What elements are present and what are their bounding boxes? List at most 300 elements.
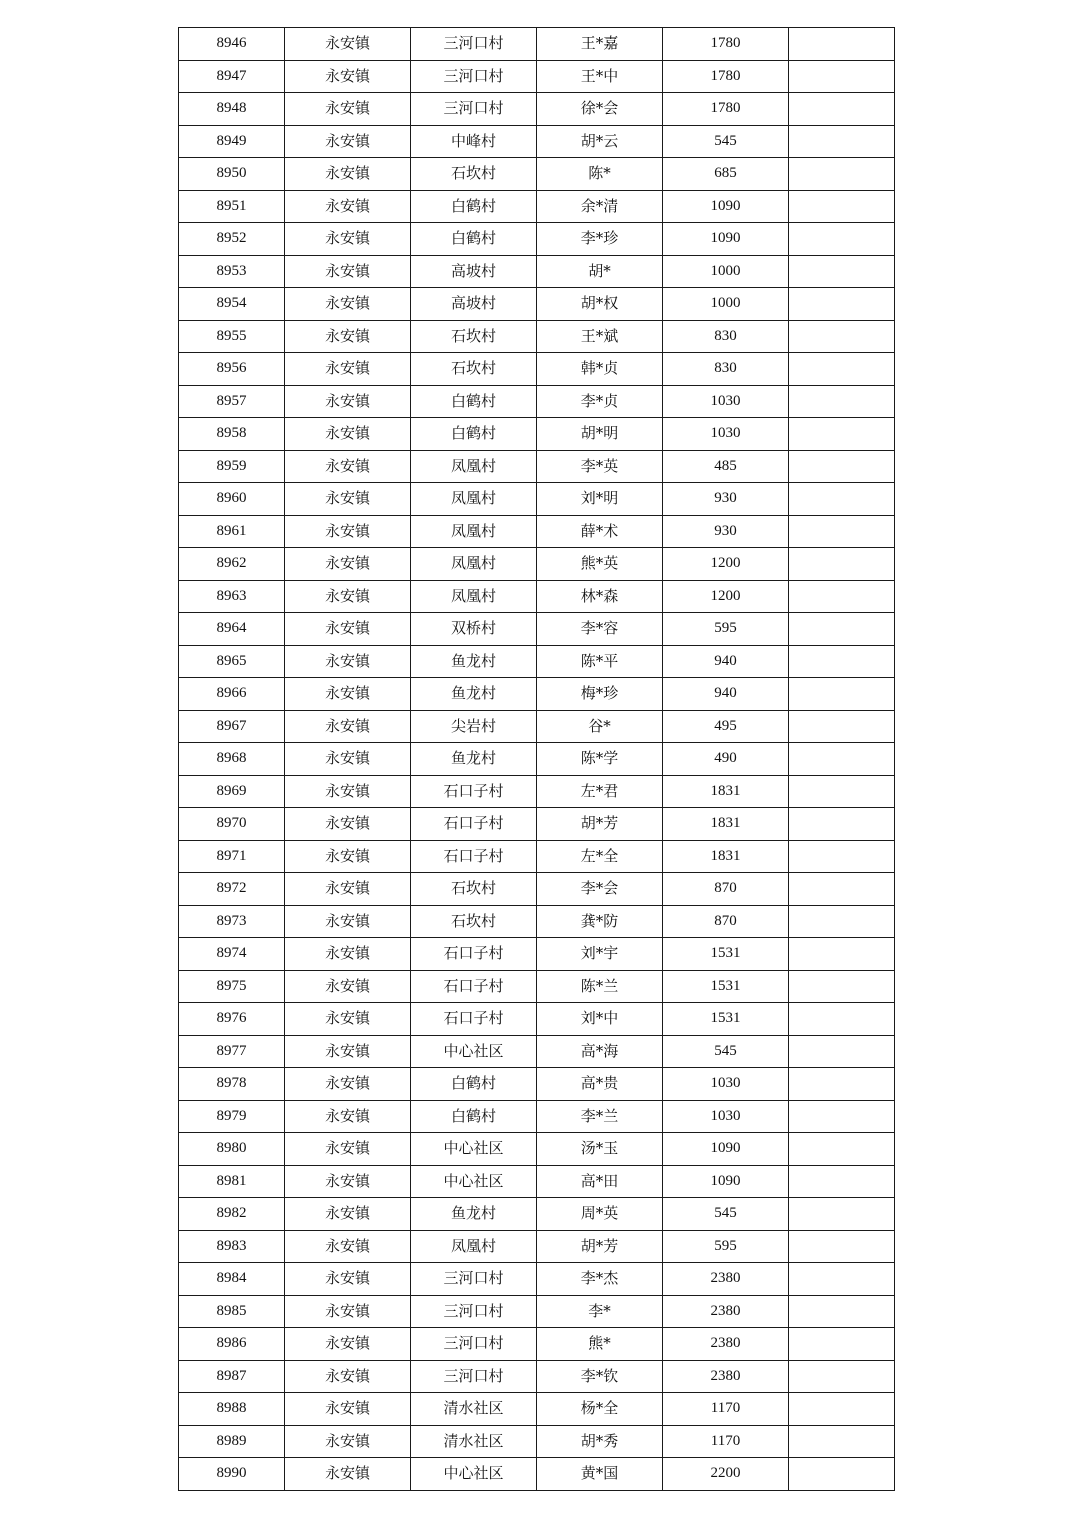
table-row bbox=[179, 1458, 895, 1491]
note-cell bbox=[789, 938, 895, 971]
note-cell bbox=[789, 1133, 895, 1166]
note-cell bbox=[789, 548, 895, 581]
town-cell: 永安镇 bbox=[285, 515, 411, 548]
table-row bbox=[179, 1198, 895, 1231]
village-cell: 三河口村 bbox=[411, 1263, 537, 1296]
table-row bbox=[179, 938, 895, 971]
amount-cell: 2380 bbox=[663, 1328, 789, 1361]
amount-cell: 1831 bbox=[663, 840, 789, 873]
table-row bbox=[179, 873, 895, 906]
row-number-cell: 8962 bbox=[179, 548, 285, 581]
village-cell: 石坎村 bbox=[411, 353, 537, 386]
note-cell bbox=[789, 483, 895, 516]
town-cell: 永安镇 bbox=[285, 1393, 411, 1426]
amount-cell: 1170 bbox=[663, 1425, 789, 1458]
table-row bbox=[179, 580, 895, 613]
table-row bbox=[179, 1100, 895, 1133]
note-cell bbox=[789, 743, 895, 776]
amount-cell: 1200 bbox=[663, 548, 789, 581]
amount-cell: 485 bbox=[663, 450, 789, 483]
note-cell bbox=[789, 1393, 895, 1426]
note-cell bbox=[789, 288, 895, 321]
note-cell bbox=[789, 515, 895, 548]
name-cell: 熊* bbox=[537, 1328, 663, 1361]
name-cell: 李*英 bbox=[537, 450, 663, 483]
village-cell: 尖岩村 bbox=[411, 710, 537, 743]
name-cell: 李*会 bbox=[537, 873, 663, 906]
amount-cell: 2380 bbox=[663, 1360, 789, 1393]
village-cell: 石口子村 bbox=[411, 938, 537, 971]
village-cell: 凤凰村 bbox=[411, 1230, 537, 1263]
name-cell: 高*海 bbox=[537, 1035, 663, 1068]
amount-cell: 1780 bbox=[663, 60, 789, 93]
name-cell: 左*全 bbox=[537, 840, 663, 873]
amount-cell: 1090 bbox=[663, 223, 789, 256]
town-cell: 永安镇 bbox=[285, 223, 411, 256]
row-number-cell: 8968 bbox=[179, 743, 285, 776]
row-number-cell: 8954 bbox=[179, 288, 285, 321]
town-cell: 永安镇 bbox=[285, 1068, 411, 1101]
town-cell: 永安镇 bbox=[285, 418, 411, 451]
row-number-cell: 8974 bbox=[179, 938, 285, 971]
name-cell: 李*钦 bbox=[537, 1360, 663, 1393]
village-cell: 凤凰村 bbox=[411, 548, 537, 581]
amount-cell: 2380 bbox=[663, 1263, 789, 1296]
row-number-cell: 8978 bbox=[179, 1068, 285, 1101]
table-row bbox=[179, 320, 895, 353]
amount-cell: 1090 bbox=[663, 1133, 789, 1166]
village-cell: 双桥村 bbox=[411, 613, 537, 646]
amount-cell: 1030 bbox=[663, 418, 789, 451]
table-row bbox=[179, 385, 895, 418]
note-cell bbox=[789, 418, 895, 451]
town-cell: 永安镇 bbox=[285, 970, 411, 1003]
name-cell: 黄*国 bbox=[537, 1458, 663, 1491]
amount-cell: 1000 bbox=[663, 255, 789, 288]
town-cell: 永安镇 bbox=[285, 710, 411, 743]
note-cell bbox=[789, 613, 895, 646]
name-cell: 陈*学 bbox=[537, 743, 663, 776]
row-number-cell: 8982 bbox=[179, 1198, 285, 1231]
row-number-cell: 8977 bbox=[179, 1035, 285, 1068]
village-cell: 石坎村 bbox=[411, 158, 537, 191]
note-cell bbox=[789, 353, 895, 386]
name-cell: 胡*芳 bbox=[537, 808, 663, 841]
row-number-cell: 8957 bbox=[179, 385, 285, 418]
town-cell: 永安镇 bbox=[285, 548, 411, 581]
table-row bbox=[179, 1263, 895, 1296]
village-cell: 高坡村 bbox=[411, 288, 537, 321]
amount-cell: 1780 bbox=[663, 93, 789, 126]
table-row bbox=[179, 1133, 895, 1166]
village-cell: 石坎村 bbox=[411, 320, 537, 353]
name-cell: 刘*明 bbox=[537, 483, 663, 516]
row-number-cell: 8952 bbox=[179, 223, 285, 256]
name-cell: 徐*会 bbox=[537, 93, 663, 126]
name-cell: 王*斌 bbox=[537, 320, 663, 353]
note-cell bbox=[789, 1458, 895, 1491]
note-cell bbox=[789, 1035, 895, 1068]
town-cell: 永安镇 bbox=[285, 1263, 411, 1296]
village-cell: 中峰村 bbox=[411, 125, 537, 158]
amount-cell: 870 bbox=[663, 905, 789, 938]
note-cell bbox=[789, 1198, 895, 1231]
note-cell bbox=[789, 190, 895, 223]
note-cell bbox=[789, 125, 895, 158]
table-row bbox=[179, 905, 895, 938]
table-row bbox=[179, 515, 895, 548]
town-cell: 永安镇 bbox=[285, 1425, 411, 1458]
town-cell: 永安镇 bbox=[285, 450, 411, 483]
note-cell bbox=[789, 1165, 895, 1198]
village-cell: 石口子村 bbox=[411, 1003, 537, 1036]
row-number-cell: 8969 bbox=[179, 775, 285, 808]
row-number-cell: 8979 bbox=[179, 1100, 285, 1133]
note-cell bbox=[789, 320, 895, 353]
name-cell: 杨*全 bbox=[537, 1393, 663, 1426]
town-cell: 永安镇 bbox=[285, 613, 411, 646]
note-cell bbox=[789, 873, 895, 906]
row-number-cell: 8965 bbox=[179, 645, 285, 678]
note-cell bbox=[789, 1295, 895, 1328]
amount-cell: 490 bbox=[663, 743, 789, 776]
note-cell bbox=[789, 60, 895, 93]
row-number-cell: 8984 bbox=[179, 1263, 285, 1296]
table-row bbox=[179, 483, 895, 516]
table-row bbox=[179, 1425, 895, 1458]
note-cell bbox=[789, 385, 895, 418]
town-cell: 永安镇 bbox=[285, 125, 411, 158]
note-cell bbox=[789, 1263, 895, 1296]
note-cell bbox=[789, 775, 895, 808]
town-cell: 永安镇 bbox=[285, 775, 411, 808]
name-cell: 薛*术 bbox=[537, 515, 663, 548]
note-cell bbox=[789, 255, 895, 288]
amount-cell: 1090 bbox=[663, 1165, 789, 1198]
table-row bbox=[179, 775, 895, 808]
village-cell: 石口子村 bbox=[411, 840, 537, 873]
table-row bbox=[179, 255, 895, 288]
name-cell: 李*珍 bbox=[537, 223, 663, 256]
amount-cell: 685 bbox=[663, 158, 789, 191]
table-row bbox=[179, 60, 895, 93]
village-cell: 三河口村 bbox=[411, 60, 537, 93]
row-number-cell: 8947 bbox=[179, 60, 285, 93]
town-cell: 永安镇 bbox=[285, 158, 411, 191]
village-cell: 凤凰村 bbox=[411, 450, 537, 483]
row-number-cell: 8966 bbox=[179, 678, 285, 711]
town-cell: 永安镇 bbox=[285, 255, 411, 288]
table-row bbox=[179, 1035, 895, 1068]
town-cell: 永安镇 bbox=[285, 320, 411, 353]
amount-cell: 1531 bbox=[663, 938, 789, 971]
village-cell: 石口子村 bbox=[411, 808, 537, 841]
village-cell: 鱼龙村 bbox=[411, 1198, 537, 1231]
amount-cell: 1170 bbox=[663, 1393, 789, 1426]
amount-cell: 1200 bbox=[663, 580, 789, 613]
name-cell: 汤*玉 bbox=[537, 1133, 663, 1166]
name-cell: 李*容 bbox=[537, 613, 663, 646]
note-cell bbox=[789, 450, 895, 483]
table-row bbox=[179, 1068, 895, 1101]
town-cell: 永安镇 bbox=[285, 60, 411, 93]
row-number-cell: 8987 bbox=[179, 1360, 285, 1393]
name-cell: 胡*云 bbox=[537, 125, 663, 158]
town-cell: 永安镇 bbox=[285, 93, 411, 126]
row-number-cell: 8959 bbox=[179, 450, 285, 483]
row-number-cell: 8960 bbox=[179, 483, 285, 516]
note-cell bbox=[789, 580, 895, 613]
row-number-cell: 8955 bbox=[179, 320, 285, 353]
town-cell: 永安镇 bbox=[285, 1295, 411, 1328]
table-row bbox=[179, 190, 895, 223]
town-cell: 永安镇 bbox=[285, 353, 411, 386]
village-cell: 石口子村 bbox=[411, 970, 537, 1003]
row-number-cell: 8967 bbox=[179, 710, 285, 743]
note-cell bbox=[789, 158, 895, 191]
amount-cell: 1030 bbox=[663, 385, 789, 418]
roster-table bbox=[178, 27, 895, 1491]
town-cell: 永安镇 bbox=[285, 743, 411, 776]
town-cell: 永安镇 bbox=[285, 1360, 411, 1393]
village-cell: 鱼龙村 bbox=[411, 678, 537, 711]
amount-cell: 545 bbox=[663, 125, 789, 158]
table-row bbox=[179, 1393, 895, 1426]
row-number-cell: 8948 bbox=[179, 93, 285, 126]
name-cell: 李* bbox=[537, 1295, 663, 1328]
town-cell: 永安镇 bbox=[285, 905, 411, 938]
amount-cell: 940 bbox=[663, 678, 789, 711]
name-cell: 胡*芳 bbox=[537, 1230, 663, 1263]
table-row bbox=[179, 970, 895, 1003]
row-number-cell: 8953 bbox=[179, 255, 285, 288]
table-row bbox=[179, 1165, 895, 1198]
table-row bbox=[179, 548, 895, 581]
row-number-cell: 8958 bbox=[179, 418, 285, 451]
town-cell: 永安镇 bbox=[285, 1328, 411, 1361]
amount-cell: 930 bbox=[663, 483, 789, 516]
town-cell: 永安镇 bbox=[285, 28, 411, 61]
village-cell: 鱼龙村 bbox=[411, 743, 537, 776]
town-cell: 永安镇 bbox=[285, 645, 411, 678]
note-cell bbox=[789, 223, 895, 256]
name-cell: 李*兰 bbox=[537, 1100, 663, 1133]
name-cell: 余*清 bbox=[537, 190, 663, 223]
amount-cell: 1030 bbox=[663, 1100, 789, 1133]
note-cell bbox=[789, 1425, 895, 1458]
village-cell: 凤凰村 bbox=[411, 580, 537, 613]
amount-cell: 940 bbox=[663, 645, 789, 678]
village-cell: 中心社区 bbox=[411, 1458, 537, 1491]
amount-cell: 1531 bbox=[663, 970, 789, 1003]
table-row bbox=[179, 710, 895, 743]
note-cell bbox=[789, 905, 895, 938]
name-cell: 李*杰 bbox=[537, 1263, 663, 1296]
note-cell bbox=[789, 710, 895, 743]
row-number-cell: 8951 bbox=[179, 190, 285, 223]
roster-table-body bbox=[179, 28, 895, 1491]
note-cell bbox=[789, 808, 895, 841]
amount-cell: 1831 bbox=[663, 808, 789, 841]
village-cell: 石坎村 bbox=[411, 905, 537, 938]
village-cell: 清水社区 bbox=[411, 1425, 537, 1458]
note-cell bbox=[789, 1230, 895, 1263]
village-cell: 白鹤村 bbox=[411, 190, 537, 223]
name-cell: 高*田 bbox=[537, 1165, 663, 1198]
row-number-cell: 8981 bbox=[179, 1165, 285, 1198]
table-row bbox=[179, 840, 895, 873]
row-number-cell: 8956 bbox=[179, 353, 285, 386]
village-cell: 白鹤村 bbox=[411, 223, 537, 256]
town-cell: 永安镇 bbox=[285, 385, 411, 418]
amount-cell: 595 bbox=[663, 1230, 789, 1263]
village-cell: 中心社区 bbox=[411, 1133, 537, 1166]
amount-cell: 1030 bbox=[663, 1068, 789, 1101]
amount-cell: 1531 bbox=[663, 1003, 789, 1036]
note-cell bbox=[789, 1328, 895, 1361]
row-number-cell: 8988 bbox=[179, 1393, 285, 1426]
town-cell: 永安镇 bbox=[285, 873, 411, 906]
row-number-cell: 8970 bbox=[179, 808, 285, 841]
row-number-cell: 8949 bbox=[179, 125, 285, 158]
row-number-cell: 8946 bbox=[179, 28, 285, 61]
table-row bbox=[179, 288, 895, 321]
town-cell: 永安镇 bbox=[285, 1100, 411, 1133]
town-cell: 永安镇 bbox=[285, 1003, 411, 1036]
town-cell: 永安镇 bbox=[285, 1035, 411, 1068]
table-row bbox=[179, 125, 895, 158]
town-cell: 永安镇 bbox=[285, 288, 411, 321]
row-number-cell: 8963 bbox=[179, 580, 285, 613]
table-row bbox=[179, 1360, 895, 1393]
table-row bbox=[179, 613, 895, 646]
name-cell: 胡*权 bbox=[537, 288, 663, 321]
name-cell: 陈* bbox=[537, 158, 663, 191]
town-cell: 永安镇 bbox=[285, 938, 411, 971]
table-row bbox=[179, 678, 895, 711]
row-number-cell: 8973 bbox=[179, 905, 285, 938]
name-cell: 谷* bbox=[537, 710, 663, 743]
table-row bbox=[179, 743, 895, 776]
village-cell: 白鹤村 bbox=[411, 1068, 537, 1101]
name-cell: 刘*中 bbox=[537, 1003, 663, 1036]
village-cell: 三河口村 bbox=[411, 28, 537, 61]
note-cell bbox=[789, 970, 895, 1003]
amount-cell: 930 bbox=[663, 515, 789, 548]
name-cell: 胡*明 bbox=[537, 418, 663, 451]
name-cell: 胡* bbox=[537, 255, 663, 288]
table-row bbox=[179, 353, 895, 386]
note-cell bbox=[789, 1100, 895, 1133]
village-cell: 石口子村 bbox=[411, 775, 537, 808]
amount-cell: 545 bbox=[663, 1035, 789, 1068]
town-cell: 永安镇 bbox=[285, 1165, 411, 1198]
row-number-cell: 8989 bbox=[179, 1425, 285, 1458]
table-row bbox=[179, 1295, 895, 1328]
village-cell: 石坎村 bbox=[411, 873, 537, 906]
amount-cell: 595 bbox=[663, 613, 789, 646]
row-number-cell: 8964 bbox=[179, 613, 285, 646]
row-number-cell: 8950 bbox=[179, 158, 285, 191]
name-cell: 王*中 bbox=[537, 60, 663, 93]
table-row bbox=[179, 1003, 895, 1036]
row-number-cell: 8980 bbox=[179, 1133, 285, 1166]
row-number-cell: 8983 bbox=[179, 1230, 285, 1263]
name-cell: 陈*平 bbox=[537, 645, 663, 678]
village-cell: 白鹤村 bbox=[411, 418, 537, 451]
name-cell: 王*嘉 bbox=[537, 28, 663, 61]
name-cell: 胡*秀 bbox=[537, 1425, 663, 1458]
amount-cell: 1780 bbox=[663, 28, 789, 61]
village-cell: 中心社区 bbox=[411, 1165, 537, 1198]
town-cell: 永安镇 bbox=[285, 1198, 411, 1231]
row-number-cell: 8986 bbox=[179, 1328, 285, 1361]
note-cell bbox=[789, 645, 895, 678]
amount-cell: 495 bbox=[663, 710, 789, 743]
town-cell: 永安镇 bbox=[285, 580, 411, 613]
village-cell: 凤凰村 bbox=[411, 483, 537, 516]
name-cell: 韩*贞 bbox=[537, 353, 663, 386]
row-number-cell: 8961 bbox=[179, 515, 285, 548]
amount-cell: 1090 bbox=[663, 190, 789, 223]
table-row bbox=[179, 93, 895, 126]
note-cell bbox=[789, 93, 895, 126]
amount-cell: 545 bbox=[663, 1198, 789, 1231]
village-cell: 三河口村 bbox=[411, 1295, 537, 1328]
table-row bbox=[179, 1328, 895, 1361]
note-cell bbox=[789, 1068, 895, 1101]
town-cell: 永安镇 bbox=[285, 1133, 411, 1166]
village-cell: 白鹤村 bbox=[411, 1100, 537, 1133]
row-number-cell: 8985 bbox=[179, 1295, 285, 1328]
note-cell bbox=[789, 840, 895, 873]
name-cell: 刘*宇 bbox=[537, 938, 663, 971]
village-cell: 清水社区 bbox=[411, 1393, 537, 1426]
name-cell: 梅*珍 bbox=[537, 678, 663, 711]
name-cell: 龚*防 bbox=[537, 905, 663, 938]
amount-cell: 830 bbox=[663, 353, 789, 386]
table-row bbox=[179, 28, 895, 61]
name-cell: 陈*兰 bbox=[537, 970, 663, 1003]
town-cell: 永安镇 bbox=[285, 808, 411, 841]
table-row bbox=[179, 223, 895, 256]
row-number-cell: 8990 bbox=[179, 1458, 285, 1491]
note-cell bbox=[789, 678, 895, 711]
note-cell bbox=[789, 28, 895, 61]
town-cell: 永安镇 bbox=[285, 678, 411, 711]
village-cell: 三河口村 bbox=[411, 1328, 537, 1361]
town-cell: 永安镇 bbox=[285, 1458, 411, 1491]
town-cell: 永安镇 bbox=[285, 190, 411, 223]
table-row bbox=[179, 645, 895, 678]
row-number-cell: 8976 bbox=[179, 1003, 285, 1036]
village-cell: 三河口村 bbox=[411, 1360, 537, 1393]
amount-cell: 1000 bbox=[663, 288, 789, 321]
note-cell bbox=[789, 1003, 895, 1036]
row-number-cell: 8972 bbox=[179, 873, 285, 906]
name-cell: 李*贞 bbox=[537, 385, 663, 418]
table-row bbox=[179, 158, 895, 191]
amount-cell: 2380 bbox=[663, 1295, 789, 1328]
village-cell: 三河口村 bbox=[411, 93, 537, 126]
amount-cell: 2200 bbox=[663, 1458, 789, 1491]
amount-cell: 870 bbox=[663, 873, 789, 906]
village-cell: 凤凰村 bbox=[411, 515, 537, 548]
town-cell: 永安镇 bbox=[285, 840, 411, 873]
village-cell: 中心社区 bbox=[411, 1035, 537, 1068]
name-cell: 林*森 bbox=[537, 580, 663, 613]
note-cell bbox=[789, 1360, 895, 1393]
